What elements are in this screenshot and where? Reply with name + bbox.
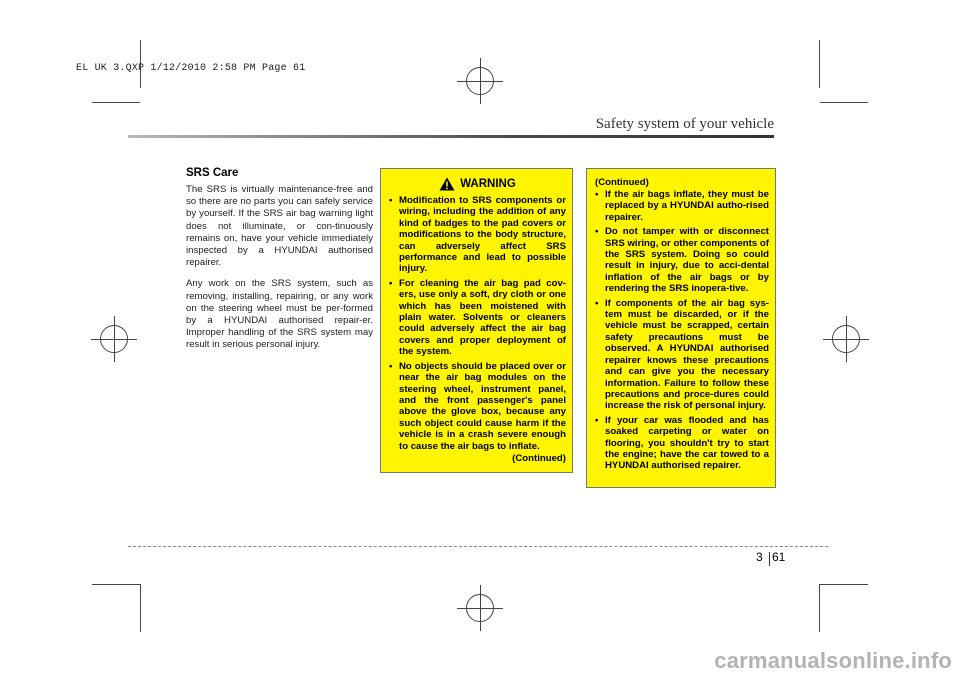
warning-item: • For cleaning the air bag pad cov-ers, use only a soft, dry cloth or one which has been moistened with plain water. Solvents or cleaners could adversely affect the air bag covers and proper deployment of the system. <box>389 278 566 358</box>
section-title: Safety system of your vehicle <box>595 116 774 132</box>
crop-mark <box>92 102 140 103</box>
registration-mark-icon <box>466 67 494 95</box>
warning-box <box>380 168 573 473</box>
registration-mark-icon <box>466 594 494 622</box>
srs-care-paragraph: The SRS is virtually maintenance-free and so there are no parts you can safely service by yourself. If the SRS air bag warning light does not illuminate, or con-tinuously remains on, have your vehicle immediately inspected by a HYUNDAI authorised repairer. <box>186 184 373 269</box>
crop-mark <box>92 584 140 585</box>
srs-care-section <box>186 167 373 361</box>
warning-title: WARNING <box>460 178 516 190</box>
registration-mark-icon <box>100 325 128 353</box>
warning-item: • Modification to SRS components or wiring, including the addition of any kind of badges to the pad covers or modifications to the body structure, can adversely affect SRS performance and lead to possible injury. <box>389 195 566 275</box>
warning-item: • No objects should be placed over or near the air bag modules on the steering wheel, instrument panel, and the front passenger's panel above the glove box, because any such object could cause harm if the vehicle is in a crash severe enough to cause the air bags to inflate. <box>389 361 566 452</box>
crop-mark <box>140 584 141 632</box>
header-rule <box>128 135 774 138</box>
print-slug: EL UK 3.QXP 1/12/2010 2:58 PM Page 61 <box>76 63 306 74</box>
warning-item: • If components of the air bag sys-tem must be discarded, or if the vehicle must be scrapped, certain safety precautions must be observed. A HYUNDAI authorised repairer knows these precautions and can give you the necessary information. Failure to follow these precautions and proce-dures could increase the risk of personal injury. <box>595 298 769 412</box>
warning-continued-box <box>586 168 776 488</box>
crop-mark <box>820 584 868 585</box>
warning-list <box>389 195 566 452</box>
srs-care-heading: SRS Care <box>186 167 239 179</box>
warning-item: • If your car was flooded and has soaked carpeting or water on flooring, you shouldn't try to start the engine; have the car towed to a HYUNDAI authorised repairer. <box>595 415 769 472</box>
chapter-number: 3 <box>756 550 763 564</box>
crop-mark <box>819 584 820 632</box>
warning-triangle-icon <box>439 177 455 191</box>
warning-list <box>595 189 769 472</box>
warning-item: • Do not tamper with or disconnect SRS wiring, or other components of the SRS system. Doing so could result in injury, due to acci-dental inflation of the air bags or by rendering the SRS inopera-tive. <box>595 226 769 294</box>
continued-label: (Continued) <box>595 177 649 188</box>
warning-item: • If the air bags inflate, they must be replaced by a HYUNDAI autho-rised repairer. <box>595 189 769 223</box>
srs-care-paragraph: Any work on the SRS system, such as removing, installing, repairing, or any work on the steering wheel must be per-formed by a HYUNDAI authorised repair-er. Improper handling of the SRS system may result in serious personal injury. <box>186 278 373 351</box>
continued-label: (Continued) <box>512 452 566 464</box>
warning-header <box>389 177 566 191</box>
footer-rule <box>128 546 828 547</box>
page-number: 61 <box>772 550 786 564</box>
registration-mark-icon <box>832 325 860 353</box>
page-number-divider <box>769 552 770 566</box>
watermark: carmanualsonline.info <box>714 648 952 673</box>
crop-mark <box>819 40 820 88</box>
crop-mark <box>820 102 868 103</box>
